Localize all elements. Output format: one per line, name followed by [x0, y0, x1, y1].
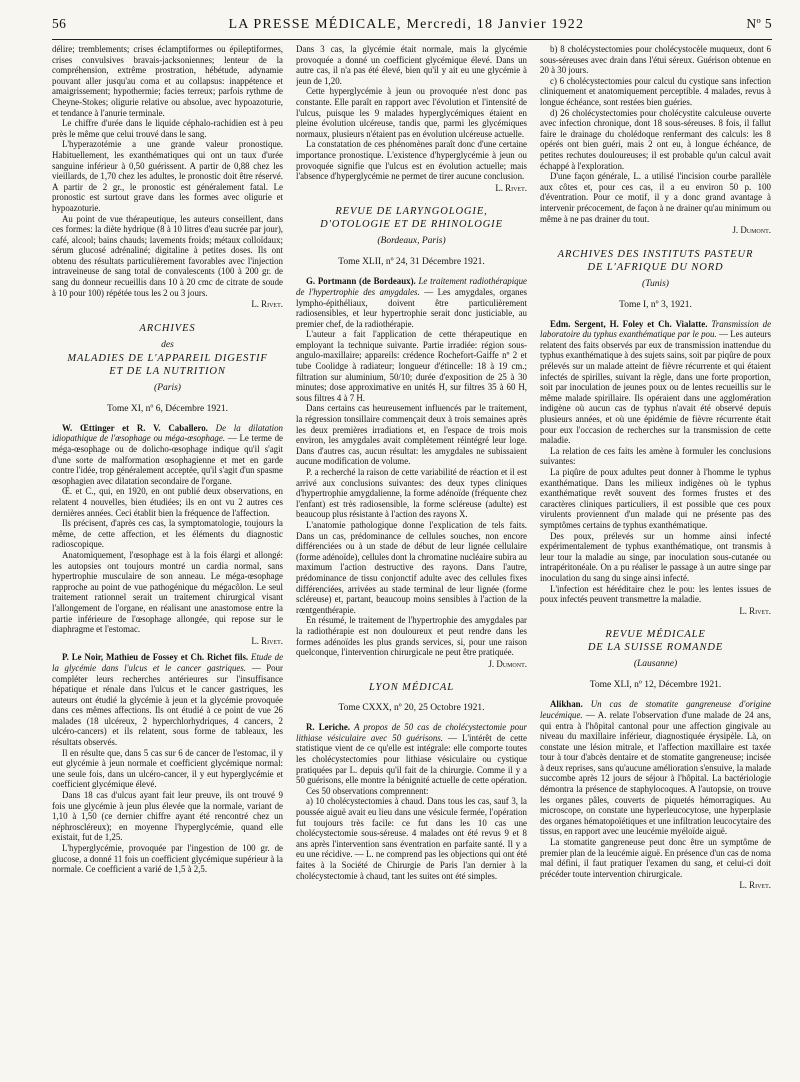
paragraph: L'infection est héréditaire chez le pou: les lentes issues de poux infectés peuvent transmettre la maladie.: [540, 583, 771, 605]
column-right: [540, 44, 771, 1074]
column-middle: [296, 44, 527, 1074]
journal-title-line: ET DE LA NUTRITION: [109, 365, 226, 377]
paragraph: La relation de ces faits les amène à formuler les conclusions suivantes:: [540, 445, 771, 467]
paragraph: P. a recherché la raison de cette variabilité de réaction et il est arrivé aux conclusions suivantes: des deux types cliniques d'hypertrophie amygdalienne, la forme adénoïde (fréquente chez l'enfant) est très radiosensible, la forme scléreuse (adulte) est beaucoup plus résistante à l'action des rayons X.: [296, 467, 527, 520]
paragraph: L'hyperazotémie a une grande valeur pronostique. Habituellement, les exanthématiques qui ont un taux d'urée sanguine inférieur à 0,50 guérissent. A partir de 0,88 chez les vieillards, de 1,70 chez les adultes, le pronostic doit être réservé. A partir de 2 gr., le pronostic est généralement fatal. Le pronostic est surtout grave dans les formes avec oligurie et hypoazoturie.: [52, 139, 283, 213]
article-title: A propos de 50 cas de cholécystectomie pour lithiase vésiculaire avec 50 guérisons.: [296, 722, 527, 743]
paragraph: b) 8 cholécystectomies pour cholécystocèle muqueux, dont 6 sous-séreuses avec drain dans l'étui séreux. Guérison obtenue en 20 à 30 jours.: [540, 44, 771, 76]
article-authors: P. Le Noir, Mathieu de Fossey et Ch. Richet fils.: [62, 652, 249, 663]
author-signature: L. Rivet.: [739, 880, 771, 891]
journal-title-line: DE LA SUISSE ROMANDE: [587, 642, 724, 654]
journal-title-line: MALADIES DE L'APPAREIL DIGESTIF: [67, 352, 268, 364]
journal-section-heading: [296, 205, 527, 269]
article-abstract: [52, 423, 283, 487]
article-abstract: [540, 319, 771, 446]
paragraph: Ils précisent, d'après ces cas, la symptomatologie, toujours la même, de cette affection, et les éléments du diagnostic radioscopique.: [52, 518, 283, 550]
page-header: [52, 16, 772, 38]
paragraph: En résumé, le traitement de l'hypertrophie des amygdales par la radiothérapie est non douloureux et peut rendre dans les formes adénoïdes les plus grands services, si, pour une raison quelconque, l'intervention chirurgicale ne peut être pratiquée.: [296, 615, 527, 658]
article-summary: — L'intérêt de cette statistique vient de ce qu'elle est intégrale: elle comporte toutes les cholécystectomies pour lithiase vésiculaire ou cystique pratiquées par L. depuis qu'il fait de la chirurgie. Comme il y a 50 guérisons, elle montre la bénignité actuelle de cette opération.: [296, 732, 527, 786]
article-title: Un cas de stomatite gangreneuse d'origine leucémique.: [540, 699, 771, 720]
paragraph: Il en résulte que, dans 5 cas sur 6 de cancer de l'estomac, il y eut glycémie à jeun normale et coefficient glycémique normal: une seule fois, dans un ulcéro-cancer, il y eut hyperglycémie et coefficient glycémique élevé.: [52, 747, 283, 790]
article-authors: R. Leriche.: [306, 722, 350, 733]
paragraph: L'auteur a fait l'application de cette thérapeutique en employant la technique suivante. Partie irradiée: région sous-angulo-maxillaire; appareils: crédence Rochefort-Gaiffe nº 2 et tube Coolidge à radiateur; longueur d'étincelle: 18 à 19 cm.; filtration sur aluminium, 50/10; durée d'exposition de 25 à 30 minutes; dose approximative en unités H, sur filtres 35 à 60 H, sous filtres 4 à 7 H.: [296, 329, 527, 403]
journal-subtitle: (Paris): [154, 382, 181, 393]
paragraph: D'une façon générale, L. a utilisé l'incision courbe parallèle aux côtes et, pour ces cas, il a eu environ 50 p. 100 d'éventration. Pour ce motif, il y a donc grand avantage à intervenir précocement, de façon à ne drainer qu'au minimum ou même à ne pas drainer du tout.: [540, 171, 771, 224]
article-abstract: [296, 276, 527, 329]
paragraph: c) 6 cholécystectomies pour calcul du cystique sans infection cliniquement et anatomiquement perceptible. 4 malades, revus à longue échéance, sont restées bien guéries.: [540, 75, 771, 107]
author-signature: L. Rivet.: [251, 299, 283, 310]
journal-issue-line: Tome XI, nº 6, Décembre 1921.: [107, 403, 228, 414]
header-rule: [52, 39, 772, 40]
journal-section-heading: [540, 628, 771, 692]
paragraph: Dans 18 cas d'ulcus ayant fait leur preuve, ils ont trouvé 9 fois une glycémie à jeun plus élevée que la normale, variant de 1,10 à 1,50 (ce dernier chiffre ayant été rencontré chez un néphroscléreux); en moyenne l'hyperglycémie, quand elle existait, fut de 1,25.: [52, 790, 283, 843]
journal-section-heading: [540, 248, 771, 312]
author-signature: J. Dumont.: [488, 658, 527, 669]
paragraph: Anatomiquement, l'œsophage est à la fois élargi et allongé: les autopsies ont toujours montré un cardia normal, sans hypertrophie musculaire de son anneau. Le méga-œsophage rapproche au point de vue pathogénique du mégacôlon. Le seul traitement rationnel serait un traitement chirurgical visant l'allongement de l'organe, en réalisant une anastomose entre la partie inférieure de l'œsophage allongée, qui repose sur le diaphragme et l'estomac.: [52, 549, 283, 635]
journal-issue-line: Tome XLII, nº 24, 31 Décembre 1921.: [338, 257, 485, 268]
paragraph: Au point de vue thérapeutique, les auteurs conseillent, dans ces formes: la diète hydrique (8 à 10 litres d'eau sucrée par jour), café, alcool; bains chauds; lavements froids; métaux colloïdaux; sérum glucosé adrénaliné; digitaline à petites doses. Ils ont obtenu des résultats particulièrement favorables avec l'injection intraveineuse de sang total de convalescents (100 à 200 gr. de sang du donneur recueillis dans 10 à 20 cmc de citrate de soude à 10 pour 100) répétée tous les 2 ou 3 jours.: [52, 213, 283, 298]
journal-title-line: ARCHIVES: [139, 322, 196, 334]
paragraph: délire; tremblements; crises éclamptiformes ou épileptiformes, crises convulsives bravais-jacksoniennes; lenteur de la compréhension, extrême prostration, hébétude, adynamie pouvant aller jusqu'au coma et au collapsus: inappétence et amaigrissement; hypothermie; facies terreux; parfois rythme de Cheyne-Stokes; oligurie relative ou absolue, avec hypoazoturie, et tendance à l'anurie terminale.: [52, 44, 283, 118]
paragraph: Cette hyperglycémie à jeun ou provoquée n'est donc pas constante. Elle paraît en rapport avec l'évolution et l'intensité de l'ulcus, puisque les 9 malades hyperglycémiques étaient en pleine évolution ulcéreuse, tandis que, parmi les glycémiques normaux, plusieurs n'étaient pas en évolution ulcéreuse actuelle.: [296, 86, 527, 139]
journal-title-line: REVUE MÉDICALE: [605, 629, 706, 641]
paragraph: Dans 3 cas, la glycémie était normale, mais la glycémie provoquée a donné un coefficient glycémique élevé. Dans un autre cas, il n'a pas été élevé, bien qu'il y ait eu une glycémie à jeun de 1,20.: [296, 44, 527, 86]
journal-title-line: LYON MÉDICAL: [369, 682, 454, 694]
article-title: Etude de la glycémie dans l'ulcus et le cancer gastriques.: [52, 652, 283, 673]
paragraph: La stomatite gangreneuse peut donc être un symptôme de premier plan de la leucémie aiguë. En présence d'un cas de noma mal défini, il faut pratiquer l'examen du sang, et celui-ci doit précéder toute intervention chirurgicale.: [540, 837, 771, 879]
paragraph: Œ. et C., qui, en 1920, en ont publié deux observations, en relatent 4 nouvelles, bien étudiées; ils en ont vu 2 autres ces dernières années. Ceci établit bien la fréquence de l'affection.: [52, 486, 283, 518]
paragraph: a) 10 cholécystectomies à chaud. Dans tous les cas, sauf 3, la poussée aiguë avait eu lieu dans une vésicule fermée, l'opération fut toujours très facile: ce fut dans les 10 cas une cholécystectomie sous-séreuse. 4 malades ont été revus 9 et 8 ans après l'intervention sans éventration en parfaite santé. Il y a eu une récidive. — L. ne comprend pas les objections qui ont été faites à la Société de Chirurgie de Paris l'an dernier à la cholécystectomie à chaud, tant les suites ont été simples.: [296, 796, 527, 881]
author-signature: L. Rivet.: [739, 605, 771, 616]
article-title: Transmission de laboratoire du typhus exanthématique par le pou.: [540, 318, 771, 340]
column-left: [52, 44, 283, 1074]
article-authors: Edm. Sergent, H. Foley et Ch. Vialatte.: [550, 318, 708, 329]
article-summary: — Les auteurs relatent des faits observés par eux de transmission inattendue du typhus exanthématique à des sujets sains, soit par piqûre de poux prélevés sur un malade atteint de fièvre récurrente et qui étaient infectés de spirilles, suivant la règle, dans une forte proportion, soit par inoculation de jeunes poux ou de lentes recueillis sur le même malade spirillaire. Ils opéraient dans une agglomération indigène où aucun cas de typhus n'avait été observé depuis plusieurs années, et où une épidémie de fièvre récurrente était pour eux l'occasion de recherches sur la transmission de cette maladie.: [540, 329, 771, 446]
journal-subtitle: (Lausanne): [633, 659, 678, 670]
paragraph: L'hyperglycémie, provoquée par l'ingestion de 100 gr. de glucose, a donné 11 fois un coefficient glycémique supérieur à la normale. Ce coefficient a varié de 1,5 à 2,5.: [52, 843, 283, 875]
author-signature: J. Dumont.: [732, 225, 771, 236]
running-title: LA PRESSE MÉDICALE, Mercredi, 18 Janvier 1922: [228, 17, 585, 32]
journal-issue-line: Tome I, nº 3, 1921.: [619, 299, 692, 310]
paragraph: La piqûre de poux adultes peut donner à l'homme le typhus exanthématique. Dans les milieux indigènes où le typhus exanthématique revêt souvent des formes frustes et des caractères cliniques particuliers, il est possible que ces poux virulents proviennent d'un malade qui ne présente pas des symptômes certains de typhus exanthématique.: [540, 467, 771, 530]
paragraph: La constatation de ces phénomènes paraît donc d'une certaine importance pronostique. L'existence d'hyperglycémie à jeun ou provoquée signifie que l'ulcus est en évolution actuelle; mais l'absence d'hyperglycémie ne permet de tirer aucune conclusion.: [296, 139, 527, 182]
journal-subtitle: (Tunis): [642, 278, 669, 289]
paragraph: L'anatomie pathologique donne l'explication de tels faits. Dans un cas, prédominance de cellules souches, non encore différenciées ou à un stade de début de leur lignée cellulaire (forme adénoïde), cellules dont la chromatine nucléaire subira au maximum l'action destructive des rayons. Dans l'autre, prédominance de tissu conjonctif adulte avec des cellules fixes différenciées, arrivées au stade terminal de leur lignée (forme scléreuse) et, partant, beaucoup moins sensibles à l'action de la rœntgenthérapie.: [296, 519, 527, 615]
page-number: 56: [52, 16, 67, 31]
journal-issue-line: Tome CXXX, nº 20, 25 Octobre 1921.: [338, 703, 485, 714]
journal-section-heading: [52, 322, 283, 416]
journal-issue-line: Tome XLI, nº 12, Décembre 1921.: [589, 680, 722, 691]
paragraph: Ces 50 observations comprennent:: [306, 785, 429, 796]
journal-subtitle: des: [161, 339, 174, 350]
article-abstract: [52, 652, 283, 747]
article-summary: — A. relate l'observation d'une malade de 24 ans, qui entra à l'hôpital cantonal pour une affection gingivale au niveau du maxillaire inférieur, diagnostiquée érysipèle. Là, on constate une lésion mitrale, et l'affection maxillaire est taxée tour à tour d'abcès dentaire et de stomatite gangreneuse; incisée à deux reprises, sans qu'aucune amélioration s'ensuive, la malade succombe après 12 jours de séjour à l'hôpital. La bactériologie démontra la présence de staphylocoques. A l'autopsie, on trouve les organes pâles, couverts de piquetés hémorragiques. Au microscope, on constate une hyperleucocytose, une hyperplasie des organes hématopoïétiques et une infiltration leucocytaire des tissus, en rapport avec une leucémie myéloïde aiguë.: [540, 709, 771, 837]
article-title: De la dilatation idiopathique de l'œsophage ou méga-œsophage.: [52, 422, 283, 444]
author-signature: L. Rivet.: [495, 182, 527, 193]
article-authors: G. Portmann (de Bordeaux).: [306, 276, 416, 287]
article-authors: Alikhan.: [550, 699, 583, 710]
journal-title-line: ARCHIVES DES INSTITUTS PASTEUR: [557, 248, 754, 260]
article-summary: — Les amygdales, organes lympho-épithéliaux, doivent être particulièrement radiosensibles, et leur hypertrophie serait donc justiciable, au premier chef, de la radiothérapie.: [296, 286, 527, 329]
article-summary: — Le terme de méga-œsophage ou de dolicho-œsophage indique qu'il s'agit d'une sorte de malformation œsophagienne et met en garde contre l'idée, trop généralement acceptée, qu'il s'agit d'un spasme œsophagien avec dilatation secondaire de l'organe.: [52, 433, 283, 486]
article-abstract: [540, 699, 771, 837]
journal-title-line: REVUE DE LARYNGOLOGIE,: [335, 206, 488, 218]
article-summary: — Pour compléter leurs recherches antérieures sur l'insuffisance hépatique et rénale dans l'ulcus et le cancer gastriques, les auteurs ont étudié la glycémie à jeun et la glycémie provoquée dans ces mêmes affections. Ils ont étudié à ce point de vue 26 malades (18 ulcéreux, 2 hyperchlorhydriques, 4 cancers, 2 ulcéro-cancers) et ils relatent, sous forme de tableaux, les résultats observés.: [52, 662, 283, 748]
journal-section-heading: [296, 681, 527, 715]
journal-title-line: DE L'AFRIQUE DU NORD: [587, 261, 724, 273]
journal-title-line: D'OTOLOGIE ET DE RHINOLOGIE: [320, 219, 503, 231]
issue-number: Nº 5: [746, 16, 772, 31]
article-authors: W. Œttinger et R. V. Caballero.: [62, 422, 208, 433]
paragraph: Des poux, prélevés sur un homme ainsi infecté expérimentalement de typhus exanthématique, ont transmis à leur tour la maladie au singe, par inoculation sous-cutanée ou intrapéritonéale. On a pu réaliser le passage à un autre singe par inoculation du sang du singe ainsi infecté.: [540, 530, 771, 583]
article-abstract: [296, 722, 527, 786]
article-title: Le traitement radiothérapique de l'hypertrophie des amygdales.: [296, 276, 527, 297]
paragraph: d) 26 cholécystectomies pour cholécystite calculeuse ouverte avec infection chronique, dont 18 sous-séreuses. 8 fois, il fallut faire le drainage du cholédoque renfermant des calculs: les 8 opérés ont bien guéri, mais 2 ont eu, à longue échéance, de petites rechutes douloureuses; il est probable qu'un calcul avait échappé à l'exploration.: [540, 107, 771, 171]
paragraph: Dans certains cas heureusement influencés par le traitement, la régression tonsillaire commençait deux à trois semaines après les deux premières irradiations et, en l'espace de trois mois environ, les amygdales avait complètement réintégré leur loge. Dans d'autres cas, aucun résultat: les amygdales ne subissaient aucune modification de volume.: [296, 403, 527, 467]
paragraph: Le chiffre d'urée dans le liquide céphalo-rachidien est à peu près le même que celui trouvé dans le sang.: [52, 118, 283, 139]
journal-subtitle: (Bordeaux, Paris): [377, 236, 446, 247]
author-signature: L. Rivet.: [251, 635, 283, 646]
